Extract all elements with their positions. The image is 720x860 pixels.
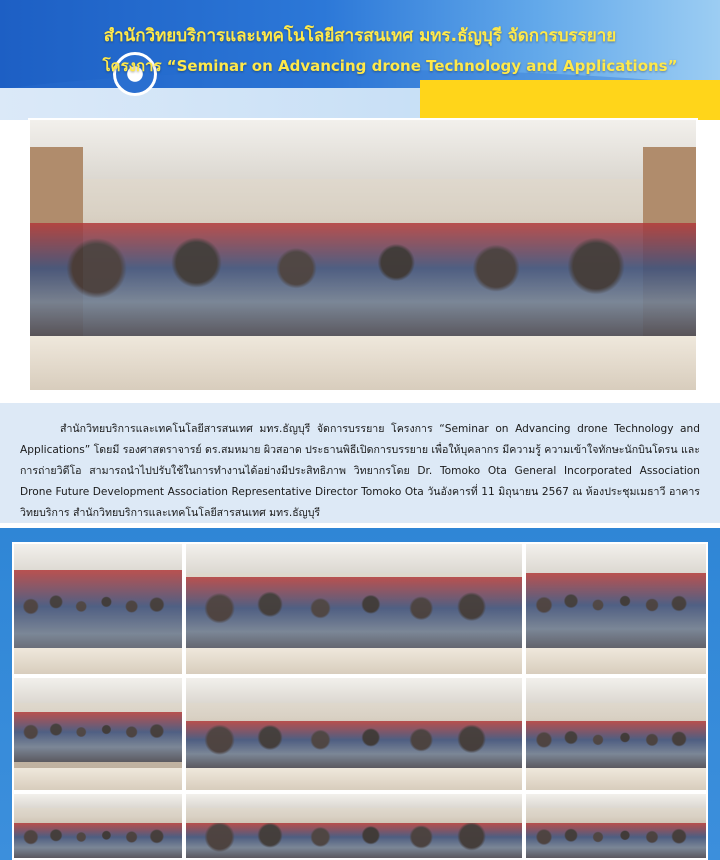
page-subtitle: โครงการ “Seminar on Advancing drone Technology and Applications” <box>102 57 678 75</box>
article-paragraph: สำนักวิทยบริการและเทคโนโลยีสารสนเทศ มทร.ธัญบุรี จัดการบรรยาย โครงการ “Seminar on Advancing drone Technology and Applications” โดยมี รองศาสตราจารย์ ดร.สมหมาย ผิวสอาด ประธานพิธีเปิดการบรรยาย เพื่อให้บุคลากร มีความรู้ ความเข้าใจทักษะนักบินโดรน และการถ่ายวิดีโอ สามารถนำไปปรับใช้ในการทำงานได้อย่างมีประสิทธิภาพ วิทยากรโดย Dr. Tomoko Ota General Incorporated Association Drone Future Development Association Representative Director Tomoko Ota วันอังคารที่ 11 มิถุนายน 2567 ณ ห้องประชุมเมธาวี อาคารวิทยบริการ สำนักวิทยบริการและเทคโนโลยีสารสนเทศ มทร.ธัญบุรี <box>20 423 700 519</box>
gallery-photo-group-small <box>524 542 708 676</box>
article-box <box>0 403 720 523</box>
gallery-photo-group-standing <box>184 542 524 676</box>
gallery-photo-speaker <box>12 542 184 676</box>
gallery-photo-audience-3 <box>524 792 708 860</box>
header-banner <box>0 0 720 120</box>
gallery-photo-podium <box>12 676 184 792</box>
main-group-photo <box>28 118 698 392</box>
gallery-photo-audience-1 <box>12 792 184 860</box>
gallery-photo-audience-2 <box>184 792 524 860</box>
gallery-photo-front-row <box>184 676 524 792</box>
page-title: สำนักวิทยบริการและเทคโนโลยีสารสนเทศ มทร.ธัญบุรี จัดการบรรยาย <box>103 26 617 46</box>
header-light-band <box>0 88 440 120</box>
header-yellow-band <box>420 80 720 120</box>
gallery-photo-laptops <box>524 676 708 792</box>
